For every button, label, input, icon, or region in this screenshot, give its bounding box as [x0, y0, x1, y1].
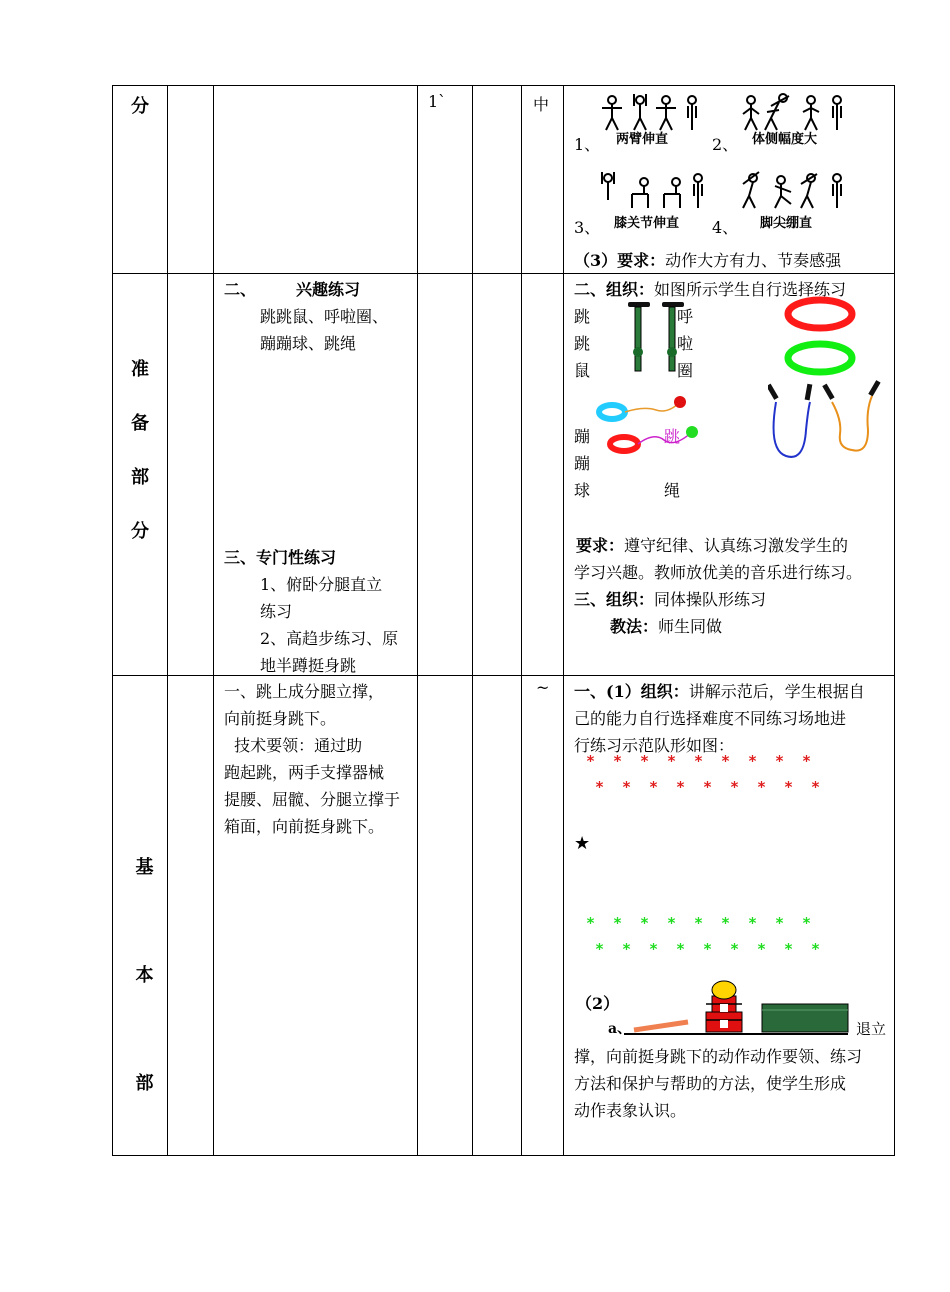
- formation-star: *: [721, 914, 731, 932]
- label-1: 两臂伸直: [616, 132, 669, 147]
- formation-star: *: [694, 914, 704, 932]
- formation-star: *: [676, 940, 686, 958]
- stick-figures-toes-pointed: [739, 170, 854, 210]
- vault-apparatus-image: [624, 978, 856, 1040]
- label-2: 体侧幅度大: [752, 132, 818, 147]
- formation-star: *: [775, 752, 785, 770]
- jump-rope-image: [768, 380, 888, 462]
- formation-star: *: [784, 778, 794, 796]
- formation-star: *: [730, 778, 740, 796]
- requirement-line: （3）要求：动作大方有力、节奏感强: [574, 251, 842, 270]
- formation-row-red-1: [586, 752, 829, 770]
- num-1: 1、: [574, 135, 601, 154]
- formation-star: *: [622, 778, 632, 796]
- formation-star: *: [811, 778, 821, 796]
- formation-star: *: [694, 752, 704, 770]
- formation-star: *: [721, 752, 731, 770]
- formation-star: *: [811, 940, 821, 958]
- formation-star: *: [640, 752, 650, 770]
- formation-star: *: [595, 778, 605, 796]
- content-cell: 二、 兴趣练习 跳跳鼠、呼啦圈、 蹦蹦球、跳绳 三、专门性练习 1、俯卧分腿直立 练习 2、高趋步练习、原 地半蹲挺身跳: [214, 274, 418, 676]
- formation-star: *: [703, 940, 713, 958]
- formation-star: *: [748, 914, 758, 932]
- formation-star: *: [667, 914, 677, 932]
- formation-star: *: [784, 940, 794, 958]
- formation-star: *: [622, 940, 632, 958]
- formation-row-red-2: [595, 778, 838, 796]
- content-cell: 一、跳上成分腿立撑， 向前挺身跳下。 技术要领：通过助 跑起跳，两手支撑器械 提腰、屈髋、分腿立撑于 箱面，向前挺身跳下。: [214, 676, 418, 1156]
- hula-hoop-image: [782, 296, 862, 378]
- formation-star: *: [748, 752, 758, 770]
- formation-star: *: [802, 914, 812, 932]
- formation-star: *: [703, 778, 713, 796]
- label-3: 膝关节伸直: [614, 216, 680, 231]
- formation-star: *: [757, 778, 767, 796]
- formation-star: *: [775, 914, 785, 932]
- method-cell: [564, 86, 895, 274]
- bouncing-ball-image: [594, 392, 704, 456]
- formation-star: *: [667, 752, 677, 770]
- formation-star: *: [595, 940, 605, 958]
- formation-star: *: [730, 940, 740, 958]
- formation-star: *: [802, 752, 812, 770]
- formation-row-green-2: [595, 940, 838, 958]
- intensity-value: 中: [533, 95, 550, 114]
- lesson-table: [112, 85, 895, 1156]
- formation-star: *: [640, 914, 650, 932]
- row-prep-end: [113, 86, 895, 274]
- row-prep-part: [113, 274, 895, 676]
- formation-star: *: [649, 778, 659, 796]
- section-cell: 准 备 部 分: [113, 274, 168, 676]
- method-cell: 一、(1）组织：讲解示范后，学生根据自 己的能力自行选择难度不同练习场地进 行练习示范队形如图： * * * * * * * * * * * * * * * * * * ★ * * * * * * * * * * * * * * * * * * （2） a、 退立 撑，向前挺身跳下的动作动作要领、练习 方法和保护与帮助的方法，使学生形成 动作表象认识。: [564, 676, 895, 1156]
- method-cell: 二、组织：如图所示学生自行选择练习 跳 跳 鼠 呼 啦 圈 蹦 蹦 球 跳 绳 要求：遵守纪律、认真练习激发学生的 学习兴趣。教师放优美的音乐进行练习。 三、组织：同体操队形练习 教法：师生同做: [564, 274, 895, 676]
- time-value: 1`: [428, 92, 447, 111]
- formation-star: *: [757, 940, 767, 958]
- formation-star: *: [676, 778, 686, 796]
- num-3: 3、: [574, 218, 601, 237]
- num-4: 4、: [712, 218, 739, 237]
- teacher-star: ★: [574, 833, 591, 854]
- formation-star: *: [649, 940, 659, 958]
- section-char: 分: [131, 96, 149, 117]
- formation-star: *: [613, 752, 623, 770]
- label-4: 脚尖绷直: [760, 216, 813, 231]
- formation-star: *: [586, 914, 596, 932]
- section-cell: 基 本 部: [113, 676, 168, 1156]
- formation-row-green-1: [586, 914, 829, 932]
- row-basic-part: 基 本 部 一、跳上成分腿立撑， 向前挺身跳下。 技术要领：通过助 跑起跳，两手支撑器械 提腰、屈髋、分腿立撑于 箱面，向前挺身跳下。 ~ 一、(1）组织：讲解示范后，学生根据自 己的能力自行选择难度不同练习场地进 行练习示范队形如图： * * * * * * * * * * * * * * * * * * ★ * * * * * * * * * * * * * * * * * * （2） a、 退立 撑，向前挺身跳下的动作动作要领、练习 方法和保护与帮助的方法，使学生形成 动作表象认识。: [113, 676, 895, 1156]
- formation-star: *: [586, 752, 596, 770]
- num-2: 2、: [712, 135, 739, 154]
- stick-figures-knee-straight: [600, 170, 715, 210]
- section-cell: [113, 86, 168, 274]
- formation-star: *: [613, 914, 623, 932]
